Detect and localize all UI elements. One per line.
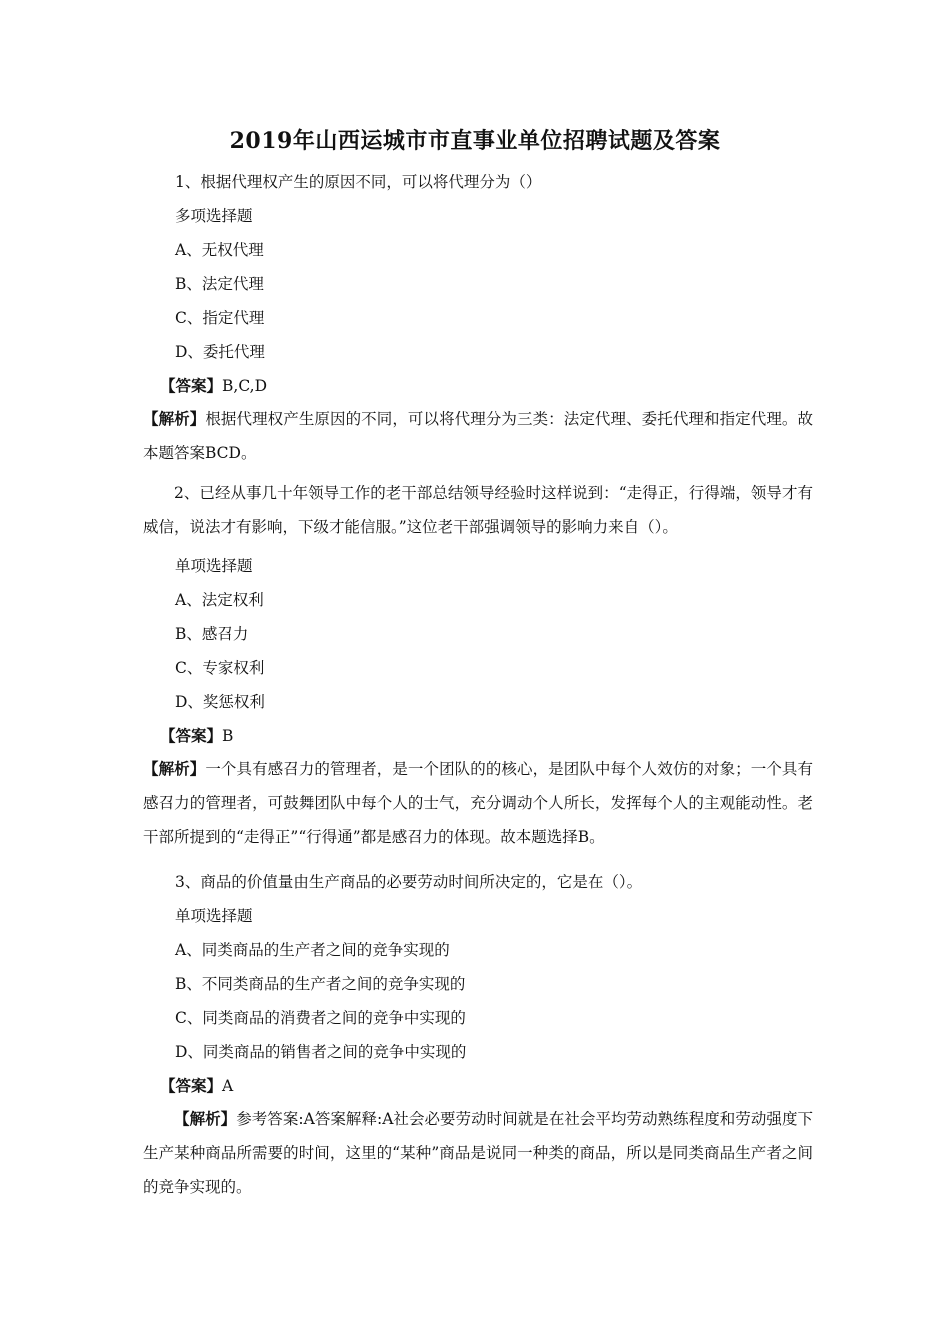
question-3-answer (160, 1074, 233, 1096)
analysis-label: 【解析】 (143, 409, 206, 428)
question-2-option-d: D、奖惩权利 (175, 693, 265, 711)
analysis-label: 【解析】 (143, 759, 206, 778)
question-1-answer (160, 374, 267, 396)
question-3-type: 单项选择题 (175, 907, 253, 925)
question-3-option-d: D、同类商品的销售者之间的竞争中实现的 (175, 1043, 467, 1061)
answer-label: 【答案】 (160, 726, 223, 745)
question-1-option-b: B、法定代理 (175, 275, 264, 293)
question-3-option-b: B、不同类商品的生产者之间的竞争实现的 (175, 975, 466, 993)
question-1-type: 多项选择题 (175, 207, 253, 225)
question-2-option-b: B、感召力 (175, 625, 249, 643)
question-3-analysis (143, 1102, 813, 1204)
answer-value: B,C,D (222, 377, 267, 395)
analysis-label: 【解析】 (174, 1109, 237, 1128)
question-3-stem: 3、商品的价值量由生产商品的必要劳动时间所决定的，它是在（）。 (175, 873, 643, 891)
analysis-text: 根据代理权产生原因的不同，可以将代理分为三类：法定代理、委托代理和指定代理。故本题答案BCD。 (143, 410, 813, 462)
question-3-option-c: C、同类商品的消费者之间的竞争中实现的 (175, 1009, 466, 1027)
question-2-stem (143, 476, 813, 544)
question-2-type: 单项选择题 (175, 557, 253, 575)
question-2-option-c: C、专家权利 (175, 659, 265, 677)
question-1-option-d: D、委托代理 (175, 343, 265, 361)
document-title: 2019年山西运城市市直事业单位招聘试题及答案 (229, 128, 721, 154)
question-1-option-c: C、指定代理 (175, 309, 265, 327)
analysis-text: 一个具有感召力的管理者，是一个团队的的核心，是团队中每个人效仿的对象；一个具有感召力的管理者，可鼓舞团队中每个人的士气，充分调动个人所长，发挥每个人的主观能动性。老干部所提到的“走得正”“行得通”都是感召力的体现。故本题选择B。 (143, 760, 813, 846)
question-3-option-a: A、同类商品的生产者之间的竞争实现的 (175, 941, 450, 959)
question-2-option-a: A、法定权利 (175, 591, 264, 609)
analysis-text: 参考答案:A答案解释:A社会必要劳动时间就是在社会平均劳动熟练程度和劳动强度下生产某种商品所需要的时间，这里的“某种”商品是说同一种类的商品，所以是同类商品生产者之间的竞争实现的。 (143, 1110, 813, 1196)
question-1-analysis (143, 402, 813, 470)
question-2-stem-text: 2、已经从事几十年领导工作的老干部总结领导经验时这样说到：“走得正，行得端，领导才有威信，说法才有影响，下级才能信服。”这位老干部强调领导的影响力来自（）。 (143, 484, 813, 536)
question-2-answer (160, 724, 233, 746)
answer-label: 【答案】 (160, 376, 223, 395)
question-1-option-a: A、无权代理 (175, 241, 264, 259)
answer-value: A (222, 1077, 234, 1095)
question-1-stem: 1、根据代理权产生的原因不同，可以将代理分为（） (175, 173, 542, 191)
answer-label: 【答案】 (160, 1076, 223, 1095)
question-2-analysis (143, 752, 813, 854)
answer-value: B (222, 727, 234, 745)
